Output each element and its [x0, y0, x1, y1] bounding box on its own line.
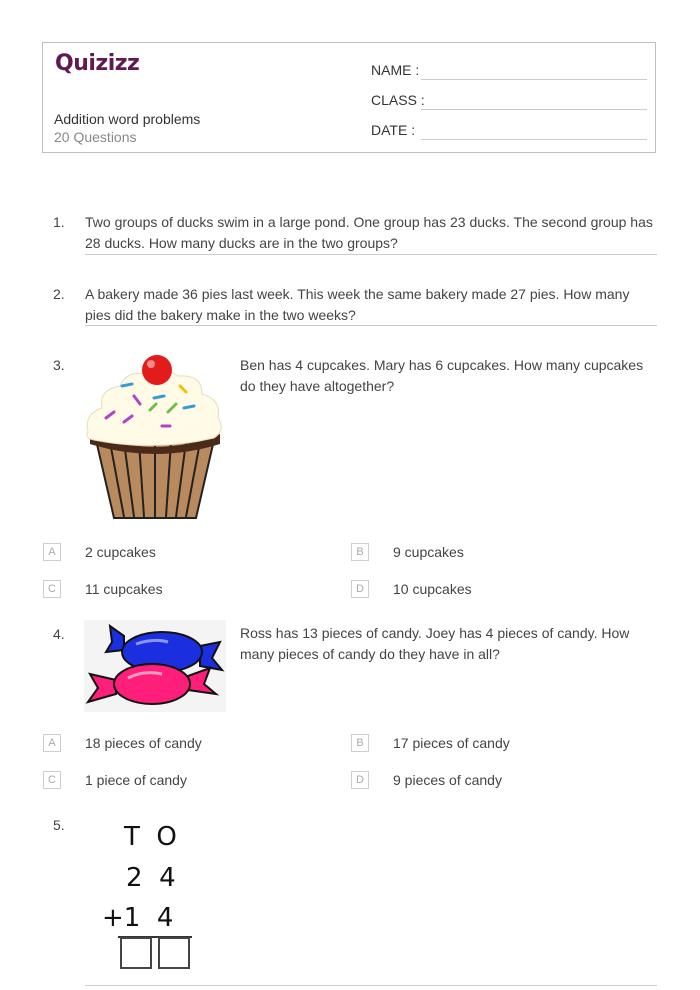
option-text: 18 pieces of candy: [85, 735, 202, 751]
addend-top: 2 4: [126, 863, 176, 893]
question-number: 4.: [53, 626, 65, 642]
name-label: NAME :: [371, 62, 420, 78]
answer-line[interactable]: [85, 325, 657, 326]
option-text: 9 pieces of candy: [393, 772, 502, 788]
option-text: 2 cupcakes: [85, 544, 156, 560]
name-line[interactable]: [421, 79, 647, 80]
option-text: 11 cupcakes: [85, 581, 163, 597]
option-letter: B: [351, 543, 369, 561]
date-label: DATE :: [371, 122, 416, 138]
option-letter: A: [43, 543, 61, 561]
option-letter: D: [351, 771, 369, 789]
option-text: 9 cupcakes: [393, 544, 464, 560]
date-field[interactable]: [371, 120, 647, 140]
option-text: 17 pieces of candy: [393, 735, 510, 751]
question-text: Ben has 4 cupcakes. Mary has 6 cupcakes. How many cupcakes do they have altogether?: [240, 357, 644, 394]
option-text: 10 cupcakes: [393, 581, 472, 597]
date-line[interactable]: [421, 139, 647, 140]
worksheet-title: Addition word problems: [54, 111, 201, 127]
option-letter: B: [351, 734, 369, 752]
option-text: 1 piece of candy: [85, 772, 187, 788]
option-letter: C: [43, 580, 61, 598]
question-count: 20 Questions: [54, 129, 137, 145]
candy-image: [84, 620, 226, 712]
addend-bottom: +1 4: [102, 903, 174, 933]
quizizz-logo: Quizizz: [55, 51, 140, 76]
name-field[interactable]: [371, 60, 647, 80]
option-letter: C: [43, 771, 61, 789]
ones-answer-box[interactable]: [158, 937, 190, 969]
option-letter: A: [43, 734, 61, 752]
question-text: A bakery made 36 pies last week. This week the same bakery made 27 pies. How many pies did the bakery make in the two weeks?: [85, 286, 630, 323]
class-line[interactable]: [421, 109, 647, 110]
worksheet-header: [42, 42, 656, 153]
place-value-header: T O: [124, 822, 177, 852]
class-label: CLASS :: [371, 92, 425, 108]
tens-answer-box[interactable]: [120, 937, 152, 969]
answer-line[interactable]: [85, 985, 657, 986]
question-number: 2.: [53, 286, 65, 302]
question-number: 3.: [53, 357, 65, 373]
answer-line[interactable]: [85, 254, 657, 255]
question-number: 1.: [53, 214, 65, 230]
option-letter: D: [351, 580, 369, 598]
class-field[interactable]: [371, 90, 647, 110]
question-number: 5.: [53, 817, 65, 833]
question-text: Two groups of ducks swim in a large pond. One group has 23 ducks. The second group has 28 ducks. How many ducks are in the two groups?: [85, 214, 653, 251]
question-text: Ross has 13 pieces of candy. Joey has 4 pieces of candy. How many pieces of candy do they have in all?: [240, 625, 630, 662]
cupcake-image: [84, 352, 226, 522]
